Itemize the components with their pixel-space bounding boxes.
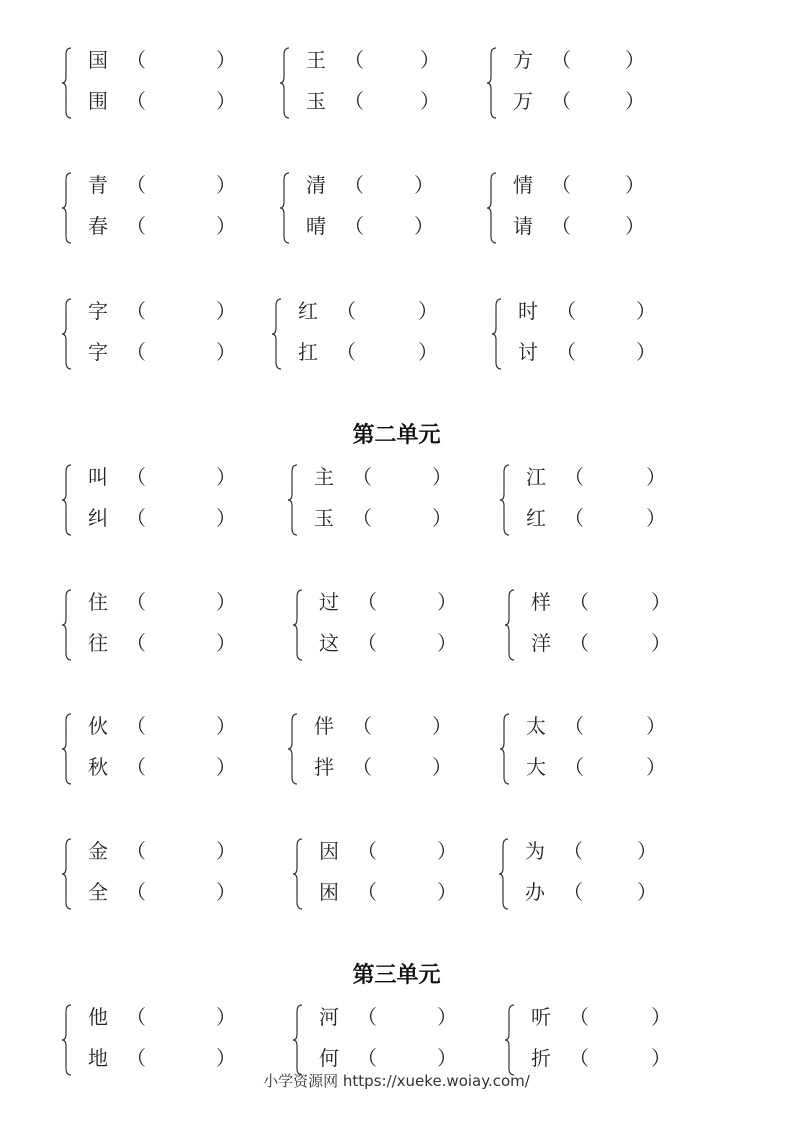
paren-open: （ [336,340,356,364]
curly-brace-icon [62,838,72,910]
character-label: 万 [513,89,533,113]
paren-close: ） [216,173,236,197]
paren-close: ） [625,48,645,72]
paren-close: ） [216,631,236,655]
fill-in-line [88,462,248,492]
fill-in-line [88,587,248,617]
char-pair-group [500,711,680,787]
character-label: 字 [88,340,108,364]
character-label: 地 [88,1046,108,1070]
char-pair-group [500,462,680,538]
character-label: 伙 [88,714,108,738]
paren-close: ） [216,89,236,113]
paren-close: ） [637,880,657,904]
fill-in-line [314,711,474,741]
character-label: 扛 [298,340,318,364]
paren-close: ） [432,755,452,779]
char-pair-group [505,1002,685,1078]
fill-in-line [88,877,248,907]
paren-close: ） [437,590,457,614]
unit-title-3: 第三单元 [352,963,441,988]
curly-brace-icon [500,713,510,785]
curly-brace-icon [293,838,303,910]
fill-in-line [319,628,479,658]
paren-open: （ [126,506,146,530]
char-pair-group [62,170,242,246]
fill-in-line [518,337,678,367]
paren-open: （ [564,465,584,489]
curly-brace-icon [500,464,510,536]
paren-open: （ [357,1046,377,1070]
paren-open: （ [556,299,576,323]
paren-open: （ [569,590,589,614]
paren-close: ） [646,506,666,530]
character-label: 往 [88,631,108,655]
curly-brace-icon [62,1004,72,1076]
fill-in-line [319,1043,479,1073]
character-label: 河 [319,1005,339,1029]
paren-close: ） [437,839,457,863]
curly-brace-icon [288,713,298,785]
char-pair-group [62,1002,242,1078]
paren-open: （ [126,89,146,113]
paren-open: （ [126,465,146,489]
char-pair-group [62,587,242,663]
paren-open: （ [126,214,146,238]
paren-open: （ [126,299,146,323]
fill-in-line [88,45,248,75]
character-label: 请 [513,214,533,238]
fill-in-line [88,211,248,241]
paren-open: （ [357,1005,377,1029]
paren-open: （ [352,714,372,738]
paren-open: （ [352,465,372,489]
paren-close: ） [216,214,236,238]
character-label: 洋 [531,631,551,655]
paren-close: ） [216,714,236,738]
paren-open: （ [564,755,584,779]
character-label: 晴 [306,214,326,238]
paren-close: ） [625,214,645,238]
fill-in-line [319,1002,479,1032]
curly-brace-icon [293,1004,303,1076]
character-label: 时 [518,299,538,323]
paren-open: （ [551,214,571,238]
paren-close: ） [432,506,452,530]
curly-brace-icon [62,47,72,119]
fill-in-line [526,711,686,741]
curly-brace-icon [272,298,282,370]
character-label: 春 [88,214,108,238]
paren-close: ） [420,89,440,113]
paren-open: （ [564,714,584,738]
paren-close: ） [420,48,440,72]
character-label: 红 [526,506,546,530]
paren-close: ） [646,465,666,489]
char-pair-group [288,711,468,787]
character-label: 方 [513,48,533,72]
paren-close: ） [418,340,438,364]
paren-open: （ [126,839,146,863]
paren-open: （ [563,839,583,863]
fill-in-line [306,211,466,241]
paren-open: （ [126,1005,146,1029]
fill-in-line [314,462,474,492]
char-pair-group [280,170,460,246]
fill-in-line [306,170,466,200]
curly-brace-icon [62,298,72,370]
paren-open: （ [344,214,364,238]
fill-in-line [319,587,479,617]
character-label: 青 [88,173,108,197]
paren-open: （ [564,506,584,530]
character-label: 讨 [518,340,538,364]
char-pair-group [487,45,667,121]
curly-brace-icon [62,172,72,244]
paren-close: ） [437,1046,457,1070]
paren-close: ） [216,839,236,863]
fill-in-line [518,296,678,326]
fill-in-line [88,1002,248,1032]
paren-open: （ [126,714,146,738]
char-pair-group [293,836,473,912]
character-label: 住 [88,590,108,614]
paren-close: ） [651,590,671,614]
paren-close: ） [437,1005,457,1029]
paren-close: ） [216,590,236,614]
paren-open: （ [357,590,377,614]
paren-open: （ [551,48,571,72]
character-label: 样 [531,590,551,614]
char-pair-group [272,296,452,372]
paren-close: ） [437,880,457,904]
char-pair-group [293,1002,473,1078]
paren-close: ） [414,214,434,238]
fill-in-line [88,503,248,533]
paren-close: ） [216,340,236,364]
character-label: 拌 [314,755,334,779]
paren-close: ） [651,631,671,655]
fill-in-line [531,587,691,617]
paren-close: ） [414,173,434,197]
curly-brace-icon [505,1004,515,1076]
curly-brace-icon [62,713,72,785]
paren-open: （ [352,506,372,530]
char-pair-group [487,170,667,246]
character-label: 折 [531,1046,551,1070]
character-label: 过 [319,590,339,614]
paren-open: （ [551,89,571,113]
curly-brace-icon [62,589,72,661]
char-pair-group [62,296,242,372]
paren-open: （ [126,755,146,779]
fill-in-line [88,752,248,782]
character-label: 这 [319,631,339,655]
fill-in-line [314,752,474,782]
paren-open: （ [126,48,146,72]
paren-close: ） [216,880,236,904]
fill-in-line [298,296,458,326]
character-label: 玉 [314,506,334,530]
curly-brace-icon [487,47,497,119]
char-pair-group [62,462,242,538]
paren-open: （ [357,880,377,904]
paren-open: （ [569,631,589,655]
paren-close: ） [625,173,645,197]
paren-close: ） [437,631,457,655]
paren-close: ） [216,48,236,72]
character-label: 他 [88,1005,108,1029]
fill-in-line [88,1043,248,1073]
paren-close: ） [625,89,645,113]
fill-in-line [531,1002,691,1032]
paren-open: （ [344,89,364,113]
character-label: 玉 [306,89,326,113]
character-label: 字 [88,299,108,323]
curly-brace-icon [293,589,303,661]
fill-in-line [513,170,673,200]
curly-brace-icon [505,589,515,661]
fill-in-line [513,211,673,241]
paren-open: （ [569,1046,589,1070]
paren-open: （ [126,631,146,655]
fill-in-line [88,170,248,200]
character-label: 国 [88,48,108,72]
paren-close: ） [216,465,236,489]
paren-close: ） [636,340,656,364]
paren-open: （ [551,173,571,197]
paren-open: （ [344,48,364,72]
fill-in-line [88,86,248,116]
character-label: 情 [513,173,533,197]
paren-close: ） [216,1046,236,1070]
fill-in-line [88,711,248,741]
paren-close: ） [637,839,657,863]
paren-open: （ [352,755,372,779]
curly-brace-icon [62,464,72,536]
paren-close: ） [646,755,666,779]
paren-open: （ [126,880,146,904]
paren-open: （ [357,839,377,863]
paren-close: ） [432,465,452,489]
char-pair-group [62,45,242,121]
character-label: 纠 [88,506,108,530]
char-pair-group [62,711,242,787]
paren-open: （ [357,631,377,655]
character-label: 全 [88,880,108,904]
curly-brace-icon [280,47,290,119]
paren-open: （ [126,340,146,364]
paren-close: ） [432,714,452,738]
char-pair-group [505,587,685,663]
fill-in-line [88,836,248,866]
character-label: 伴 [314,714,334,738]
footer-watermark: 小学资源网 https://xueke.woiay.com/ [263,1072,530,1090]
character-label: 何 [319,1046,339,1070]
paren-open: （ [126,1046,146,1070]
paren-close: ） [636,299,656,323]
fill-in-line [319,877,479,907]
character-label: 大 [526,755,546,779]
paren-close: ） [216,506,236,530]
paren-open: （ [563,880,583,904]
character-label: 围 [88,89,108,113]
fill-in-line [513,86,673,116]
paren-close: ） [646,714,666,738]
paren-open: （ [336,299,356,323]
paren-close: ） [216,299,236,323]
character-label: 办 [525,880,545,904]
char-pair-group [62,836,242,912]
fill-in-line [513,45,673,75]
fill-in-line [525,836,685,866]
character-label: 困 [319,880,339,904]
char-pair-group [288,462,468,538]
fill-in-line [306,86,466,116]
character-label: 主 [314,465,334,489]
curly-brace-icon [487,172,497,244]
character-label: 江 [526,465,546,489]
char-pair-group [280,45,460,121]
character-label: 金 [88,839,108,863]
character-label: 听 [531,1005,551,1029]
character-label: 叫 [88,465,108,489]
fill-in-line [88,296,248,326]
curly-brace-icon [499,838,509,910]
paren-open: （ [569,1005,589,1029]
curly-brace-icon [492,298,502,370]
char-pair-group [492,296,672,372]
curly-brace-icon [280,172,290,244]
curly-brace-icon [288,464,298,536]
paren-close: ） [651,1046,671,1070]
paren-open: （ [126,173,146,197]
paren-open: （ [126,590,146,614]
paren-close: ） [216,1005,236,1029]
fill-in-line [319,836,479,866]
character-label: 为 [525,839,545,863]
fill-in-line [526,462,686,492]
fill-in-line [314,503,474,533]
paren-close: ） [418,299,438,323]
character-label: 秋 [88,755,108,779]
fill-in-line [525,877,685,907]
fill-in-line [88,628,248,658]
paren-open: （ [556,340,576,364]
character-label: 太 [526,714,546,738]
character-label: 王 [306,48,326,72]
char-pair-group [499,836,679,912]
char-pair-group [293,587,473,663]
fill-in-line [88,337,248,367]
character-label: 因 [319,839,339,863]
fill-in-line [531,628,691,658]
fill-in-line [531,1043,691,1073]
paren-close: ） [651,1005,671,1029]
fill-in-line [298,337,458,367]
fill-in-line [526,503,686,533]
character-label: 红 [298,299,318,323]
fill-in-line [526,752,686,782]
fill-in-line [306,45,466,75]
unit-title-2: 第二单元 [352,423,441,448]
paren-open: （ [344,173,364,197]
character-label: 清 [306,173,326,197]
paren-close: ） [216,755,236,779]
